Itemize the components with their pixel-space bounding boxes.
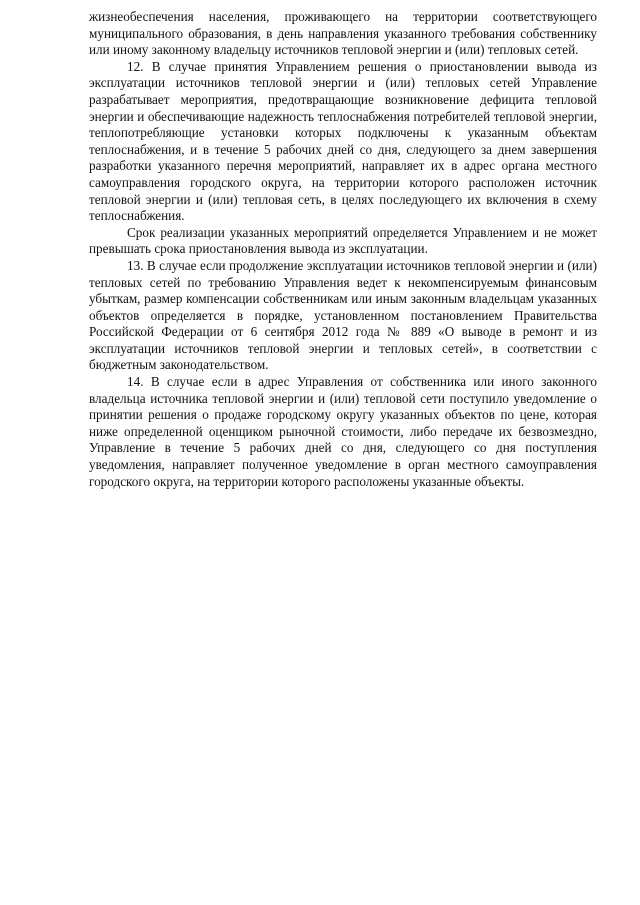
paragraph-deadline: Срок реализации указанных мероприятий определяется Управлением и не может превышать срока приостановления вывода из эксплуатации. <box>89 224 597 257</box>
paragraph-item-12: 12. В случае принятия Управлением решения о приостановлении вывода из эксплуатации источников тепловой энергии и (или) тепловых сетей Управление разрабатывает мероприятия, предотвращающие возникновение дефицита тепловой энергии и обеспечивающие надежность теплоснабжения потребителей тепловой энергии, теплопотребляющие установки которых подключены к указанным объектам теплоснабжения, и в течение 5 рабочих дней со дня, следующего за днем завершения разработки указанного перечня мероприятий, направляет их в адрес органа местного самоуправления городского округа, на территории которого расположен источник тепловой энергии и (или) тепловая сеть, в целях последующего их включения в схему теплоснабжения. <box>89 58 597 224</box>
paragraph-item-13: 13. В случае если продолжение эксплуатации источников тепловой энергии и (или) тепловых сетей по требованию Управления ведет к некомпенсируемым финансовым убыткам, размер компенсации собственникам или иным законным владельцам указанных объектов определяется в порядке, установленном постановлением Правительства Российской Федерации от 6 сентября 2012 года № 889 «О выводе в ремонт и из эксплуатации источников тепловой энергии и тепловых сетей», в соответствии с бюджетным законодательством. <box>89 257 597 373</box>
paragraph-item-14: 14. В случае если в адрес Управления от собственника или иного законного владельца источника тепловой энергии и (или) тепловой сети поступило уведомление о принятии решения о продаже городскому округу указанных объектов по цене, которая ниже определенной оценщиком рыночной стоимости, либо передаче их безвозмездно, Управление в течение 5 рабочих дней со дня, следующего со дня поступления уведомления, направляет полученное уведомление в орган местного самоуправления городского округа, на территории которого расположены указанные объекты. <box>89 374 597 489</box>
document-page <box>89 9 597 490</box>
paragraph-continuation: жизнеобеспечения населения, проживающего на территории соответствующего муниципального образования, в день направления указанного требования собственнику или иному законному владельцу источников тепловой энергии и (или) тепловых сетей. <box>89 9 597 58</box>
